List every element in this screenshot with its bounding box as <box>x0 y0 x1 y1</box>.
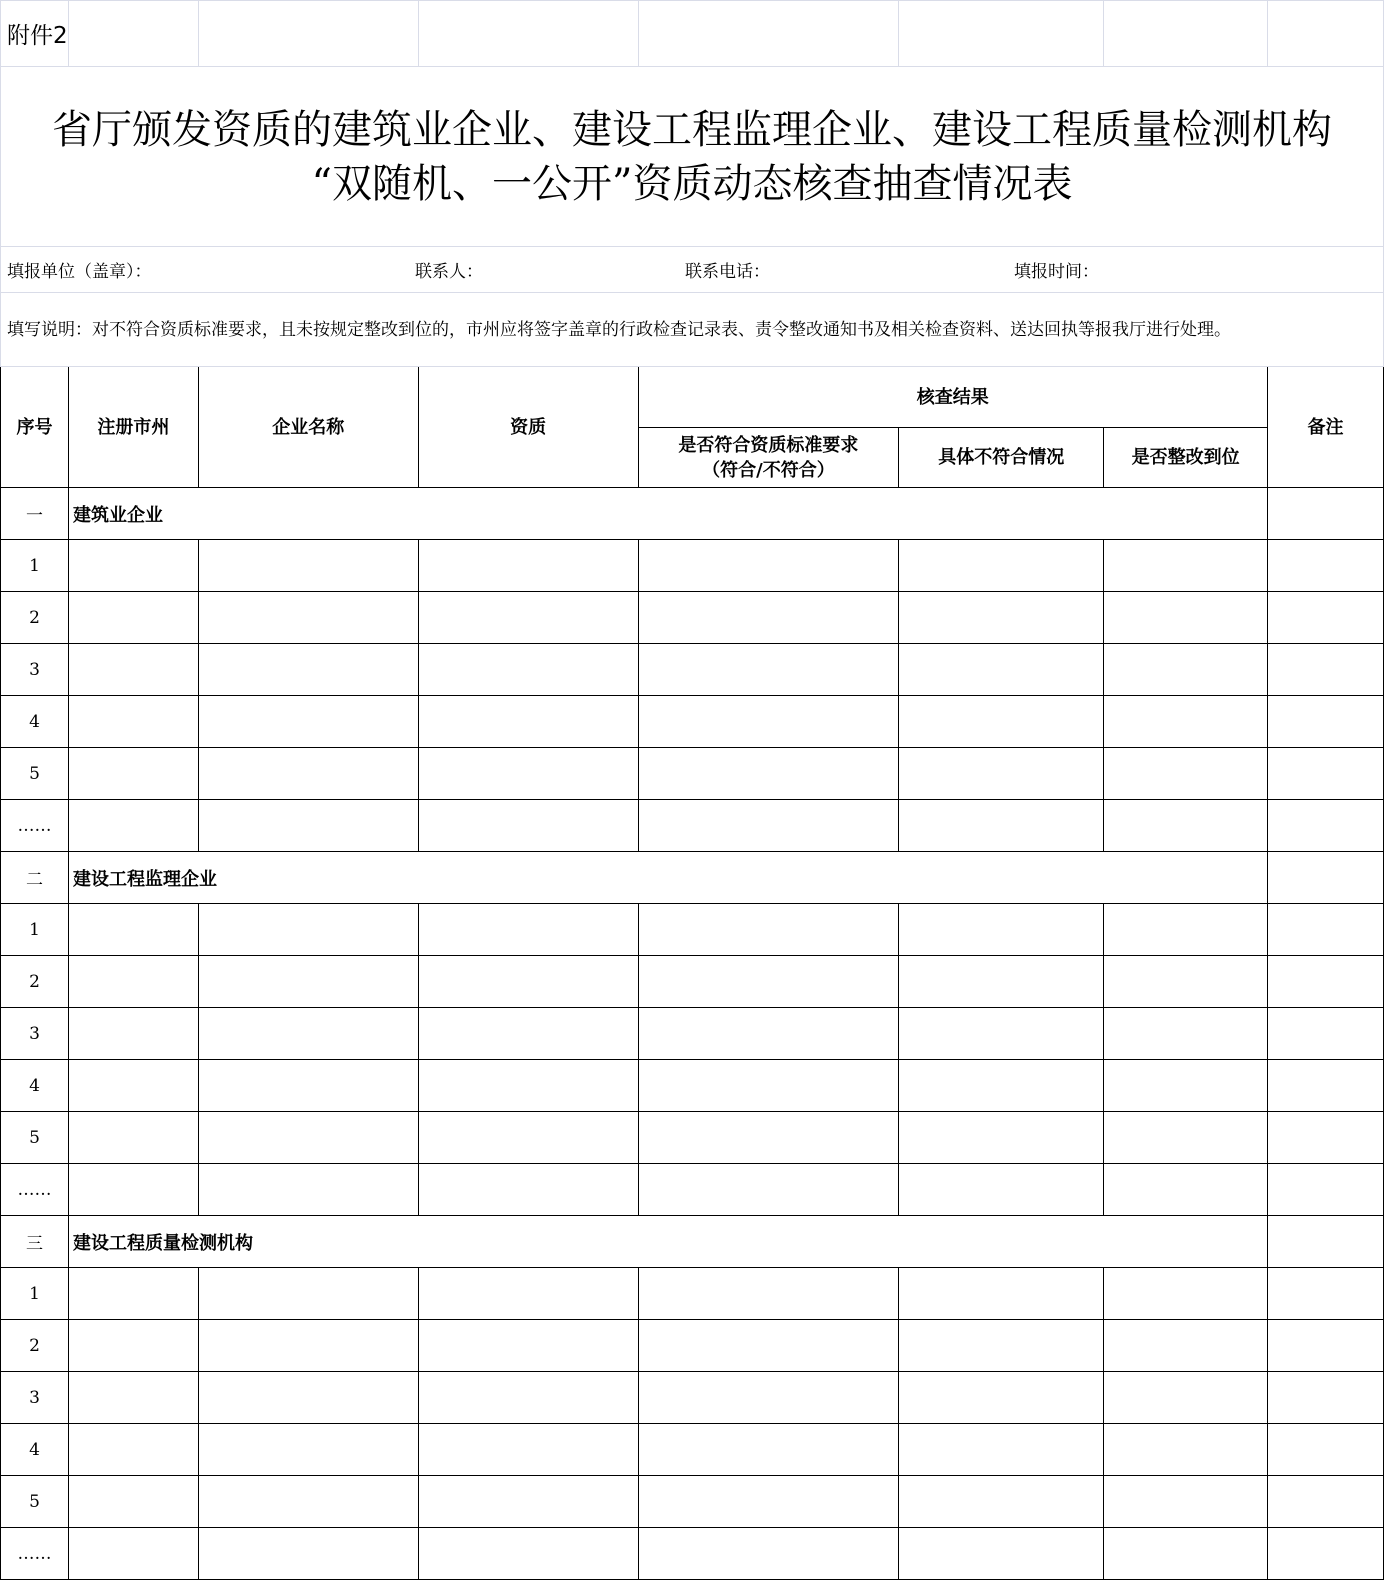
table-row <box>1 1476 1384 1528</box>
remark-cell[interactable] <box>1268 1216 1384 1268</box>
row-number: 2 <box>1 956 69 1008</box>
row-number: …… <box>1 1164 69 1216</box>
details-cell[interactable] <box>899 644 1104 696</box>
section-label: 建设工程质量检测机构 <box>68 1216 1267 1268</box>
remark-cell[interactable] <box>1268 540 1384 592</box>
remark-cell[interactable] <box>1268 1008 1384 1060</box>
header-details: 具体不符合情况 <box>899 428 1104 488</box>
city-cell[interactable] <box>68 1476 198 1528</box>
table-row <box>1 540 1384 592</box>
remark-cell[interactable] <box>1268 1164 1384 1216</box>
header-meets-standard <box>638 428 899 488</box>
table-row <box>1 1164 1384 1216</box>
meets-standard-cell[interactable] <box>638 644 899 696</box>
row-number: 4 <box>1 1424 69 1476</box>
meets-standard-cell[interactable] <box>638 904 899 956</box>
qualification-cell[interactable] <box>418 644 638 696</box>
qualification-cell[interactable] <box>418 1372 638 1424</box>
city-cell[interactable] <box>68 540 198 592</box>
rectified-cell[interactable] <box>1104 1476 1268 1528</box>
remark-cell[interactable] <box>1268 748 1384 800</box>
header-meets-line-1: 是否符合资质标准要求 <box>678 434 859 456</box>
rectified-cell[interactable] <box>1104 540 1268 592</box>
table-row <box>1 1112 1384 1164</box>
city-cell[interactable] <box>68 1528 198 1580</box>
details-cell[interactable] <box>899 696 1104 748</box>
rectified-cell[interactable] <box>1104 800 1268 852</box>
table-row <box>1 904 1384 956</box>
meets-standard-cell[interactable] <box>638 1112 899 1164</box>
city-cell[interactable] <box>68 904 198 956</box>
header-city: 注册市州 <box>68 367 198 488</box>
rectified-cell[interactable] <box>1104 1320 1268 1372</box>
details-cell[interactable] <box>899 904 1104 956</box>
details-cell[interactable] <box>899 1268 1104 1320</box>
rectified-cell[interactable] <box>1104 1112 1268 1164</box>
city-cell[interactable] <box>68 1008 198 1060</box>
details-cell[interactable] <box>899 1060 1104 1112</box>
remark-cell[interactable] <box>1268 592 1384 644</box>
meets-standard-cell[interactable] <box>638 540 899 592</box>
details-cell[interactable] <box>899 592 1104 644</box>
qualification-cell[interactable] <box>418 696 638 748</box>
title-line-1: 省厅颁发资质的建筑业企业、建设工程监理企业、建设工程质量检测机构 <box>52 106 1332 153</box>
rectified-cell[interactable] <box>1104 696 1268 748</box>
remark-cell[interactable] <box>1268 696 1384 748</box>
city-cell[interactable] <box>68 696 198 748</box>
row-number: …… <box>1 1528 69 1580</box>
meets-standard-cell[interactable] <box>638 1528 899 1580</box>
remark-cell[interactable] <box>1268 1268 1384 1320</box>
row-number: 2 <box>1 592 69 644</box>
city-cell[interactable] <box>68 1372 198 1424</box>
row-number: 5 <box>1 1112 69 1164</box>
row-number: 3 <box>1 1008 69 1060</box>
city-cell[interactable] <box>68 644 198 696</box>
details-cell[interactable] <box>899 1372 1104 1424</box>
section-index: 一 <box>1 488 69 540</box>
row-number: 1 <box>1 540 69 592</box>
company-name-cell[interactable] <box>198 1476 418 1528</box>
details-cell[interactable] <box>899 748 1104 800</box>
company-name-cell[interactable] <box>198 1268 418 1320</box>
table-row <box>1 696 1384 748</box>
table-row <box>1 1372 1384 1424</box>
details-cell[interactable] <box>899 1424 1104 1476</box>
meets-standard-cell[interactable] <box>638 1320 899 1372</box>
rectified-cell[interactable] <box>1104 1268 1268 1320</box>
rectified-cell[interactable] <box>1104 1008 1268 1060</box>
qualification-cell[interactable] <box>418 1060 638 1112</box>
meets-standard-cell[interactable] <box>638 1476 899 1528</box>
page-title <box>1 67 1384 247</box>
remark-cell[interactable] <box>1268 644 1384 696</box>
qualification-cell[interactable] <box>418 800 638 852</box>
table-row <box>1 748 1384 800</box>
header-seq: 序号 <box>1 367 69 488</box>
qualification-cell[interactable] <box>418 1112 638 1164</box>
remark-cell[interactable] <box>1268 1476 1384 1528</box>
company-name-cell[interactable] <box>198 1320 418 1372</box>
rectified-cell[interactable] <box>1104 1060 1268 1112</box>
meets-standard-cell[interactable] <box>638 592 899 644</box>
qualification-cell[interactable] <box>418 1320 638 1372</box>
company-name-cell[interactable] <box>198 1372 418 1424</box>
details-cell[interactable] <box>899 1476 1104 1528</box>
header-remark: 备注 <box>1268 367 1384 488</box>
qualification-cell[interactable] <box>418 592 638 644</box>
meets-standard-cell[interactable] <box>638 956 899 1008</box>
meets-standard-cell[interactable] <box>638 800 899 852</box>
header-result-group: 核查结果 <box>638 367 1268 428</box>
rectified-cell[interactable] <box>1104 956 1268 1008</box>
meets-standard-cell[interactable] <box>638 1164 899 1216</box>
meets-standard-cell[interactable] <box>638 1424 899 1476</box>
details-cell[interactable] <box>899 956 1104 1008</box>
qualification-cell[interactable] <box>418 540 638 592</box>
remark-cell[interactable] <box>1268 852 1384 904</box>
section-label: 建设工程监理企业 <box>68 852 1267 904</box>
meets-standard-cell[interactable] <box>638 1268 899 1320</box>
header-name: 企业名称 <box>198 367 418 488</box>
header-qualification: 资质 <box>418 367 638 488</box>
rectified-cell[interactable] <box>1104 1164 1268 1216</box>
details-cell[interactable] <box>899 1008 1104 1060</box>
section-index: 三 <box>1 1216 69 1268</box>
row-number: 5 <box>1 748 69 800</box>
details-cell[interactable] <box>899 540 1104 592</box>
city-cell[interactable] <box>68 1424 198 1476</box>
qualification-cell[interactable] <box>418 1008 638 1060</box>
row-number: 1 <box>1 1268 69 1320</box>
details-cell[interactable] <box>899 1164 1104 1216</box>
fill-phone-label: 联系电话： <box>685 262 770 282</box>
section-label: 建筑业企业 <box>68 488 1267 540</box>
rectified-cell[interactable] <box>1104 904 1268 956</box>
remark-cell[interactable] <box>1268 1320 1384 1372</box>
remark-cell[interactable] <box>1268 1528 1384 1580</box>
details-cell[interactable] <box>899 1320 1104 1372</box>
meets-standard-cell[interactable] <box>638 1372 899 1424</box>
section-index: 二 <box>1 852 69 904</box>
remark-cell[interactable] <box>1268 1372 1384 1424</box>
company-name-cell[interactable] <box>198 1008 418 1060</box>
rectified-cell[interactable] <box>1104 1528 1268 1580</box>
remark-cell[interactable] <box>1268 1424 1384 1476</box>
company-name-cell[interactable] <box>198 956 418 1008</box>
title-row <box>1 67 1384 247</box>
company-name-cell[interactable] <box>198 644 418 696</box>
company-name-cell[interactable] <box>198 748 418 800</box>
table-row <box>1 592 1384 644</box>
table-row <box>1 1320 1384 1372</box>
table-row <box>1 800 1384 852</box>
remark-cell[interactable] <box>1268 488 1384 540</box>
table-row <box>1 1268 1384 1320</box>
header-rectified: 是否整改到位 <box>1104 428 1268 488</box>
meets-standard-cell[interactable] <box>638 748 899 800</box>
row-number: 4 <box>1 696 69 748</box>
table-row <box>1 1060 1384 1112</box>
row-number: 5 <box>1 1476 69 1528</box>
instruction-row <box>1 293 1384 367</box>
attachment-label: 附件2 <box>1 1 69 67</box>
header-meets-line-2: （符合/不符合） <box>702 459 835 481</box>
row-number: 3 <box>1 1372 69 1424</box>
company-name-cell[interactable] <box>198 1424 418 1476</box>
company-name-cell[interactable] <box>198 1528 418 1580</box>
row-number: 2 <box>1 1320 69 1372</box>
city-cell[interactable] <box>68 1320 198 1372</box>
remark-cell[interactable] <box>1268 1112 1384 1164</box>
row-number: 4 <box>1 1060 69 1112</box>
attachment-row <box>1 1 1384 67</box>
title-line-2: “双随机、一公开”资质动态核查抽查情况表 <box>311 160 1073 207</box>
fill-date-label: 填报时间： <box>1014 262 1099 282</box>
table-row <box>1 1008 1384 1060</box>
city-cell[interactable] <box>68 748 198 800</box>
city-cell[interactable] <box>68 1112 198 1164</box>
rectified-cell[interactable] <box>1104 1372 1268 1424</box>
qualification-cell[interactable] <box>418 748 638 800</box>
rectified-cell[interactable] <box>1104 644 1268 696</box>
city-cell[interactable] <box>68 1164 198 1216</box>
section-row <box>1 488 1384 540</box>
qualification-cell[interactable] <box>418 1268 638 1320</box>
qualification-cell[interactable] <box>418 1528 638 1580</box>
qualification-cell[interactable] <box>418 1164 638 1216</box>
remark-cell[interactable] <box>1268 904 1384 956</box>
city-cell[interactable] <box>68 592 198 644</box>
row-number: …… <box>1 800 69 852</box>
row-number: 3 <box>1 644 69 696</box>
company-name-cell[interactable] <box>198 696 418 748</box>
fill-info <box>1 247 1384 293</box>
company-name-cell[interactable] <box>198 800 418 852</box>
qualification-cell[interactable] <box>418 904 638 956</box>
company-name-cell[interactable] <box>198 592 418 644</box>
table-row <box>1 956 1384 1008</box>
remark-cell[interactable] <box>1268 956 1384 1008</box>
city-cell[interactable] <box>68 1268 198 1320</box>
qualification-cell[interactable] <box>418 956 638 1008</box>
row-number: 1 <box>1 904 69 956</box>
section-row <box>1 1216 1384 1268</box>
rectified-cell[interactable] <box>1104 1424 1268 1476</box>
meets-standard-cell[interactable] <box>638 696 899 748</box>
company-name-cell[interactable] <box>198 1060 418 1112</box>
qualification-cell[interactable] <box>418 1476 638 1528</box>
meets-standard-cell[interactable] <box>638 1008 899 1060</box>
rectified-cell[interactable] <box>1104 748 1268 800</box>
city-cell[interactable] <box>68 956 198 1008</box>
company-name-cell[interactable] <box>198 904 418 956</box>
fill-unit-label: 填报单位（盖章）： <box>7 262 152 282</box>
table-row <box>1 644 1384 696</box>
meets-standard-cell[interactable] <box>638 1060 899 1112</box>
section-row <box>1 852 1384 904</box>
fill-contact-label: 联系人： <box>415 262 483 282</box>
qualification-cell[interactable] <box>418 1424 638 1476</box>
fill-info-row <box>1 247 1384 293</box>
remark-cell[interactable] <box>1268 800 1384 852</box>
company-name-cell[interactable] <box>198 540 418 592</box>
instruction-text: 填写说明：对不符合资质标准要求，且未按规定整改到位的，市州应将签字盖章的行政检查记录表、责令整改通知书及相关检查资料、送达回执等报我厅进行处理。 <box>1 293 1384 367</box>
details-cell[interactable] <box>899 1112 1104 1164</box>
rectified-cell[interactable] <box>1104 592 1268 644</box>
details-cell[interactable] <box>899 800 1104 852</box>
details-cell[interactable] <box>899 1528 1104 1580</box>
company-name-cell[interactable] <box>198 1164 418 1216</box>
city-cell[interactable] <box>68 800 198 852</box>
city-cell[interactable] <box>68 1060 198 1112</box>
remark-cell[interactable] <box>1268 1060 1384 1112</box>
table-row <box>1 1528 1384 1580</box>
company-name-cell[interactable] <box>198 1112 418 1164</box>
table-row <box>1 1424 1384 1476</box>
header-row-1 <box>1 367 1384 428</box>
